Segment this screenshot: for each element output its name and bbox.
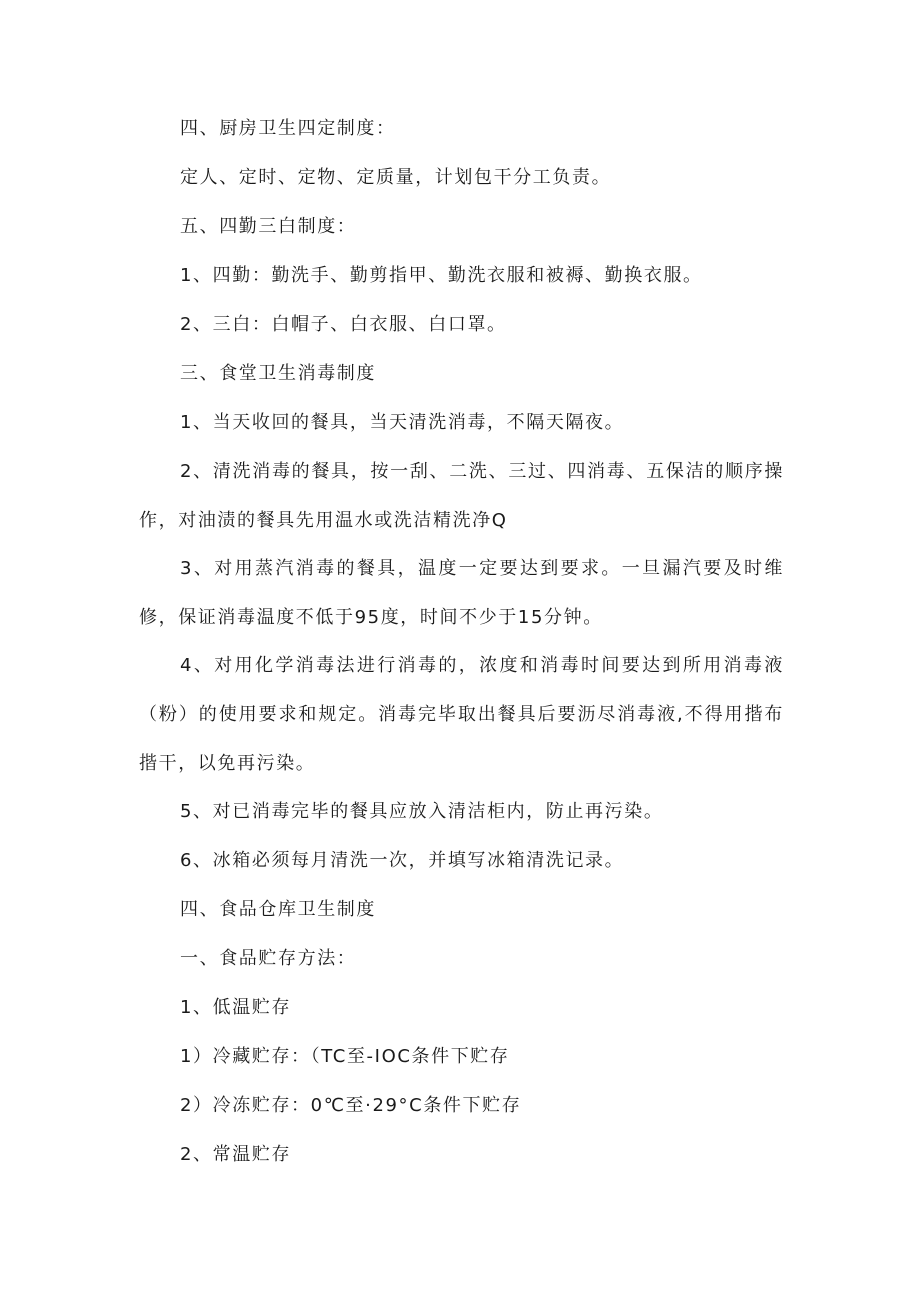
section-heading: 三、食堂卫生消毒制度 — [180, 363, 376, 384]
list-item: 6、冰箱必须每月清洗一次，并填写冰箱清洗记录。 — [180, 850, 625, 871]
list-item: 2、三白：白帽子、白衣服、白口罩。 — [180, 314, 507, 335]
section-heading: 四、厨房卫生四定制度： — [180, 118, 396, 139]
paragraph: 定人、定时、定物、定质量，计划包干分工负责。 — [180, 167, 612, 188]
list-item: 3、对用蒸汽消毒的餐具，温度一定要达到要求。一旦漏汽要及时维修，保证消毒温度不低于95度，时间不少于15分钟。 — [139, 558, 784, 628]
subsection-heading: 一、食品贮存方法： — [180, 948, 357, 969]
list-item: 1、当天收回的餐具，当天清洗消毒，不隔天隔夜。 — [180, 412, 625, 433]
list-item: 5、对已消毒完毕的餐具应放入清洁柜内，防止再污染。 — [180, 801, 664, 822]
section-heading: 五、四勤三白制度： — [180, 216, 357, 237]
section-heading: 四、食品仓库卫生制度 — [180, 899, 376, 920]
list-item: 4、对用化学消毒法进行消毒的，浓度和消毒时间要达到所用消毒液（粉）的使用要求和规定。消毒完毕取出餐具后要沥尽消毒液,不得用揩布揩干，以免再污染。 — [139, 655, 784, 774]
list-item: 1）冷藏贮存：（TC至-IOC条件下贮存 — [180, 1046, 510, 1067]
document-body — [139, 114, 784, 1189]
list-item: 1、低温贮存 — [180, 997, 292, 1018]
list-item: 2、常温贮存 — [180, 1144, 292, 1165]
list-item: 2）冷冻贮存：0℃至·29°C条件下贮存 — [180, 1095, 522, 1116]
list-item: 1、四勤：勤洗手、勤剪指甲、勤洗衣服和被褥、勤换衣服。 — [180, 265, 703, 286]
list-item: 2、清洗消毒的餐具，按一刮、二洗、三过、四消毒、五保洁的顺序操作，对油渍的餐具先用温水或洗洁精洗净Q — [139, 461, 784, 531]
